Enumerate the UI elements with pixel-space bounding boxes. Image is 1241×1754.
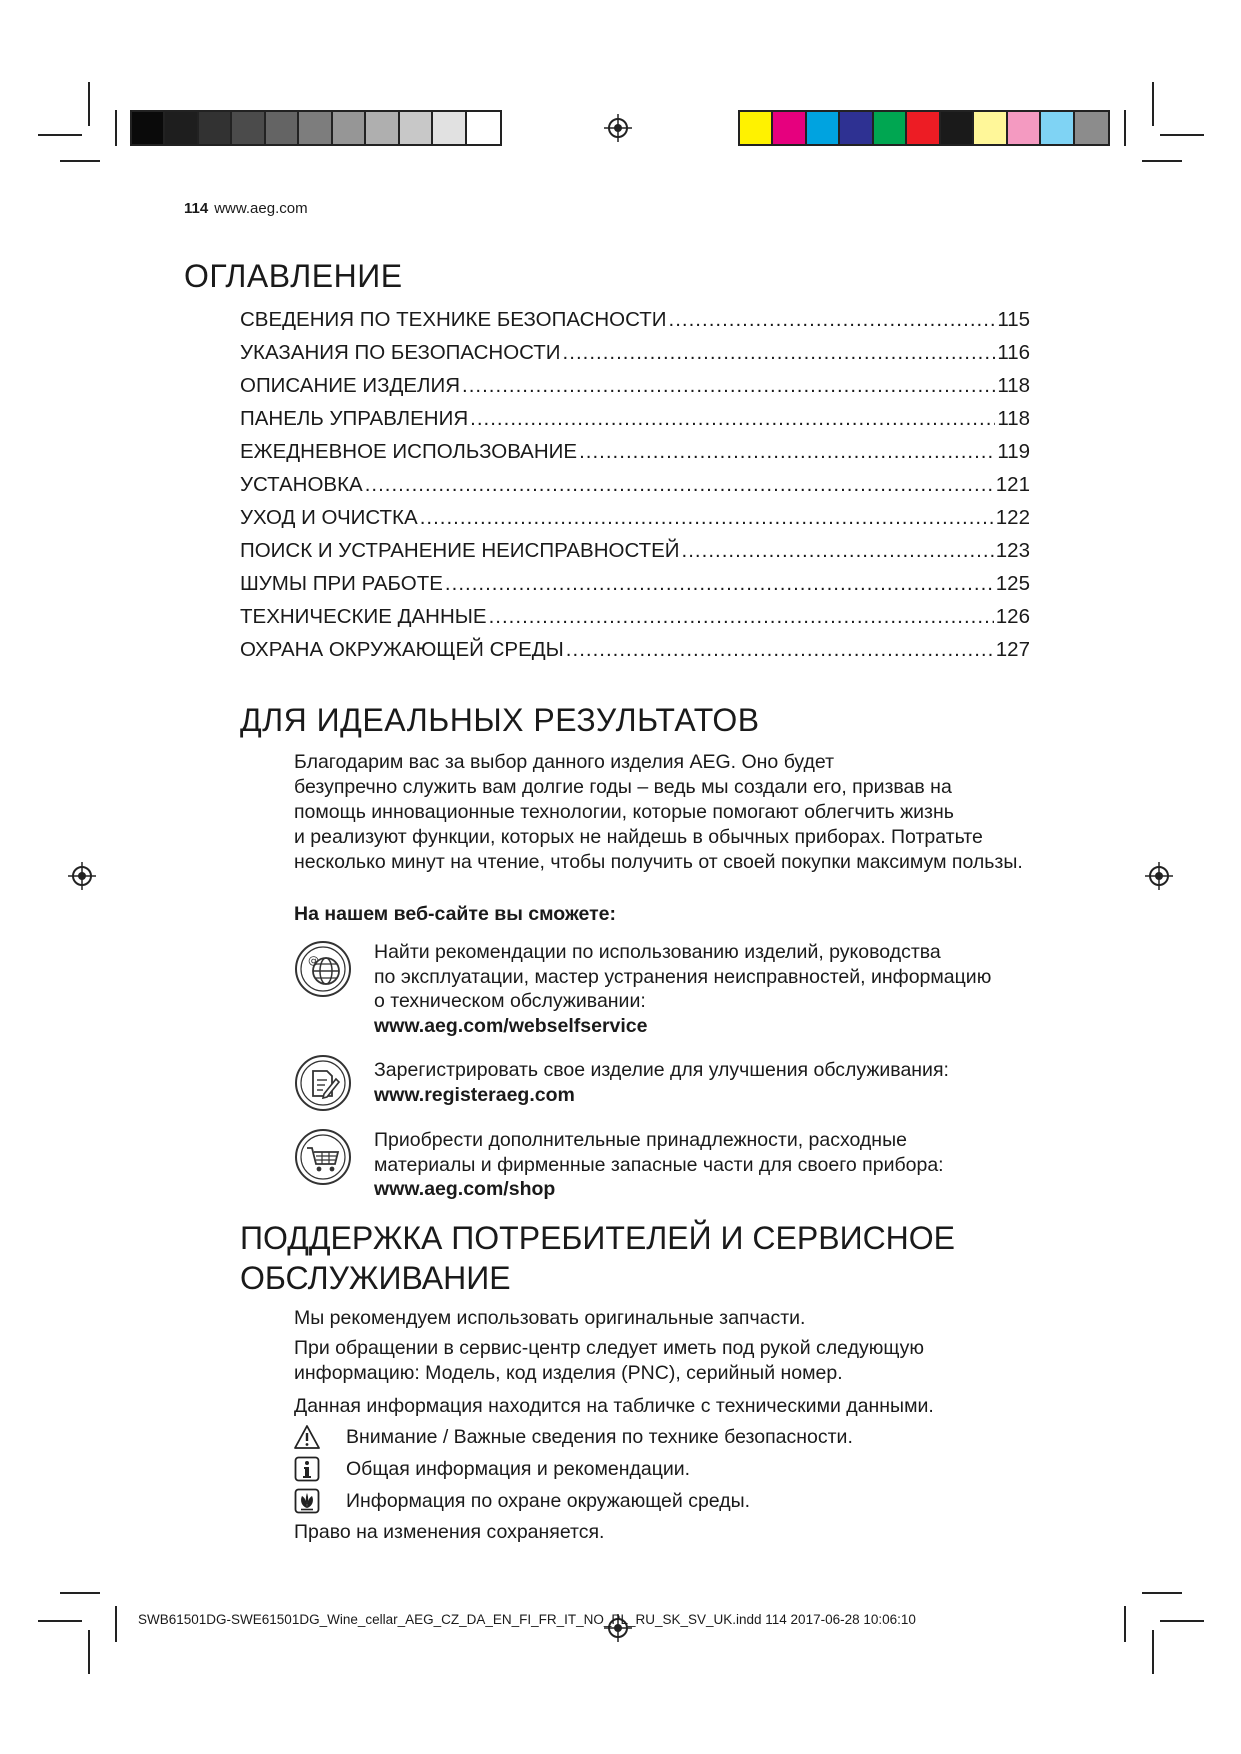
toc-entry-label: ШУМЫ ПРИ РАБОТЕ <box>240 572 443 595</box>
toc-entry-page: 123 <box>995 539 1030 562</box>
crop-mark <box>60 1592 100 1594</box>
intro-line: и реализуют функции, которых не найдешь в обычных приборах. Потратьте <box>294 826 983 848</box>
toc-entry-page: 115 <box>997 308 1030 331</box>
environment-icon <box>294 1488 320 1514</box>
toc-entry-page: 122 <box>995 506 1030 529</box>
crop-mark <box>38 1620 82 1622</box>
crop-mark <box>115 110 117 146</box>
toc-entry-page: 127 <box>995 638 1030 661</box>
crop-mark <box>115 1606 117 1642</box>
website-heading: На нашем веб-сайте вы сможете: <box>294 903 617 925</box>
toc-entry[interactable] <box>240 506 1030 539</box>
toc-entry-page: 126 <box>995 605 1030 628</box>
toc-leader-dots <box>462 374 995 398</box>
color-swatch <box>232 112 265 144</box>
toc-leader-dots <box>365 473 994 497</box>
toc-entry-page: 118 <box>997 374 1030 397</box>
toc-entry-label: УСТАНОВКА <box>240 473 363 496</box>
support-p2-line: При обращении в сервис-центр следует иметь под рукой следующую <box>294 1337 924 1359</box>
color-swatch <box>467 112 500 144</box>
color-swatch <box>266 112 299 144</box>
crop-mark <box>1152 1630 1154 1674</box>
support-title-line: ОБСЛУЖИВАНИЕ <box>240 1260 511 1296</box>
support-p3: Данная информация находится на табличке с техническими данными. <box>294 1395 934 1417</box>
crop-mark <box>88 82 90 126</box>
toc-entry[interactable] <box>240 473 1030 506</box>
color-swatch <box>433 112 466 144</box>
feature-line: о техническом обслуживании: <box>374 990 646 1012</box>
color-swatch <box>1008 112 1041 144</box>
feature-webselfservice <box>294 940 991 1038</box>
color-swatch <box>366 112 399 144</box>
toc-entry-label: ОПИСАНИЕ ИЗДЕЛИЯ <box>240 374 461 397</box>
toc-entry[interactable] <box>240 341 1030 374</box>
color-calibration-strip <box>738 110 1110 146</box>
toc-leader-dots <box>470 407 995 431</box>
legend-environment <box>294 1488 750 1514</box>
toc-entry[interactable] <box>240 407 1030 440</box>
support-p2 <box>294 1336 924 1386</box>
table-of-contents <box>240 308 1030 671</box>
feature-line: материалы и фирменные запасные части для своего прибора: <box>374 1153 944 1176</box>
toc-leader-dots <box>445 572 994 596</box>
toc-entry-label: ПОИСК И УСТРАНЕНИЕ НЕИСПРАВНОСТЕЙ <box>240 539 680 562</box>
grayscale-calibration-strip <box>130 110 502 146</box>
page-number: 114 <box>184 200 209 217</box>
color-swatch <box>907 112 940 144</box>
legend-text: Информация по охране окружающей среды. <box>346 1489 751 1512</box>
color-swatch <box>165 112 198 144</box>
toc-entry-page: 119 <box>997 440 1030 463</box>
webselfservice-link[interactable]: www.aeg.com/webselfservice <box>374 1014 648 1037</box>
color-swatch <box>974 112 1007 144</box>
toc-leader-dots <box>420 506 994 530</box>
color-swatch <box>840 112 873 144</box>
crop-mark <box>60 160 100 162</box>
results-intro <box>294 750 1023 875</box>
toc-entry-page: 118 <box>997 407 1030 430</box>
print-slug-footer: SWB61501DG-SWE61501DG_Wine_cellar_AEG_CZ_DA_EN_FI_FR_IT_NO_PL_RU_SK_SV_UK.indd 114 2017-06-28 10:06:10 <box>138 1612 916 1627</box>
toc-entry-label: УКАЗАНИЯ ПО БЕЗОПАСНОСТИ <box>240 341 561 364</box>
toc-entry[interactable] <box>240 374 1030 407</box>
color-swatch <box>299 112 332 144</box>
color-swatch <box>1041 112 1074 144</box>
registration-mark-icon <box>68 862 96 890</box>
color-swatch <box>941 112 974 144</box>
color-swatch <box>132 112 165 144</box>
intro-line: безупречно служить вам долгие годы – ведь мы создали его, призвав на <box>294 776 952 798</box>
feature-register <box>294 1054 949 1112</box>
crop-mark <box>88 1630 90 1674</box>
intro-line: несколько минут на чтение, чтобы получить от своей покупки максимум пользы. <box>294 851 1023 873</box>
legend-info <box>294 1456 690 1482</box>
globe-icon <box>294 940 352 998</box>
toc-entry[interactable] <box>240 440 1030 473</box>
color-swatch <box>199 112 232 144</box>
color-swatch <box>807 112 840 144</box>
legend-text: Внимание / Важные сведения по технике безопасности. <box>346 1425 853 1448</box>
toc-title: ОГЛАВЛЕНИЕ <box>184 258 403 294</box>
toc-entry[interactable] <box>240 539 1030 572</box>
support-p1: Мы рекомендуем использовать оригинальные запчасти. <box>294 1307 806 1329</box>
feature-line: по эксплуатации, мастер устранения неисправностей, информацию <box>374 965 992 988</box>
toc-entry-label: СВЕДЕНИЯ ПО ТЕХНИКЕ БЕЗОПАСНОСТИ <box>240 308 667 331</box>
legend-warning <box>294 1424 853 1450</box>
shopping-cart-icon <box>294 1128 352 1186</box>
support-title <box>240 1218 955 1298</box>
warning-icon <box>294 1424 320 1450</box>
feature-line: Найти рекомендации по использованию изделий, руководства <box>374 941 941 963</box>
crop-mark <box>1160 1620 1204 1622</box>
toc-entry-label: ОХРАНА ОКРУЖАЮЩЕЙ СРЕДЫ <box>240 638 564 661</box>
toc-entry-page: 116 <box>997 341 1030 364</box>
results-title: ДЛЯ ИДЕАЛЬНЫХ РЕЗУЛЬТАТОВ <box>240 702 760 738</box>
crop-mark <box>1152 82 1154 126</box>
shop-link[interactable]: www.aeg.com/shop <box>374 1178 556 1200</box>
feature-shop <box>294 1128 944 1202</box>
toc-entry-label: ТЕХНИЧЕСКИЕ ДАННЫЕ <box>240 605 487 628</box>
support-p2-line: информацию: Модель, код изделия (PNC), серийный номер. <box>294 1362 843 1384</box>
register-link[interactable]: www.registeraeg.com <box>374 1083 575 1106</box>
intro-line: помощь инновационные технологии, которые помогают облегчить жизнь <box>294 801 954 823</box>
toc-entry[interactable] <box>240 638 1030 671</box>
legend-text: Общая информация и рекомендации. <box>346 1457 691 1480</box>
page-header <box>184 200 308 217</box>
crop-mark <box>1160 134 1204 136</box>
toc-entry-page: 125 <box>995 572 1030 595</box>
feature-line: Приобрести дополнительные принадлежности, расходные <box>374 1129 907 1151</box>
color-swatch <box>874 112 907 144</box>
color-swatch <box>1075 112 1108 144</box>
feature-line: Зарегистрировать свое изделие для улучшения обслуживания: <box>374 1059 949 1081</box>
crop-mark <box>1124 110 1126 146</box>
color-swatch <box>333 112 366 144</box>
crop-mark <box>1142 160 1182 162</box>
toc-leader-dots <box>579 440 995 464</box>
toc-leader-dots <box>682 539 994 563</box>
toc-entry[interactable] <box>240 605 1030 638</box>
registration-mark-icon <box>604 114 632 142</box>
crop-mark <box>38 134 82 136</box>
toc-leader-dots <box>563 341 996 365</box>
toc-entry-label: ПАНЕЛЬ УПРАВЛЕНИЯ <box>240 407 469 430</box>
svg-text:@: @ <box>308 954 319 967</box>
color-swatch <box>740 112 773 144</box>
toc-entry[interactable] <box>240 308 1030 341</box>
register-document-icon <box>294 1054 352 1112</box>
toc-entry-label: УХОД И ОЧИСТКА <box>240 506 418 529</box>
toc-entry-label: ЕЖЕДНЕВНОЕ ИСПОЛЬЗОВАНИЕ <box>240 440 578 463</box>
support-title-line: ПОДДЕРЖКА ПОТРЕБИТЕЛЕЙ И СЕРВИСНОЕ <box>240 1220 956 1256</box>
color-swatch <box>773 112 806 144</box>
color-swatch <box>400 112 433 144</box>
toc-entry-page: 121 <box>995 473 1030 496</box>
crop-mark <box>1124 1606 1126 1642</box>
toc-entry[interactable] <box>240 572 1030 605</box>
crop-mark <box>1142 1592 1182 1594</box>
toc-leader-dots <box>489 605 994 629</box>
support-closing: Право на изменения сохраняется. <box>294 1521 605 1543</box>
toc-leader-dots <box>669 308 996 332</box>
header-site: www.aeg.com <box>214 200 308 217</box>
intro-line: Благодарим вас за выбор данного изделия AEG. Оно будет <box>294 751 835 773</box>
registration-mark-icon <box>1145 862 1173 890</box>
toc-leader-dots <box>566 638 994 662</box>
info-icon <box>294 1456 320 1482</box>
